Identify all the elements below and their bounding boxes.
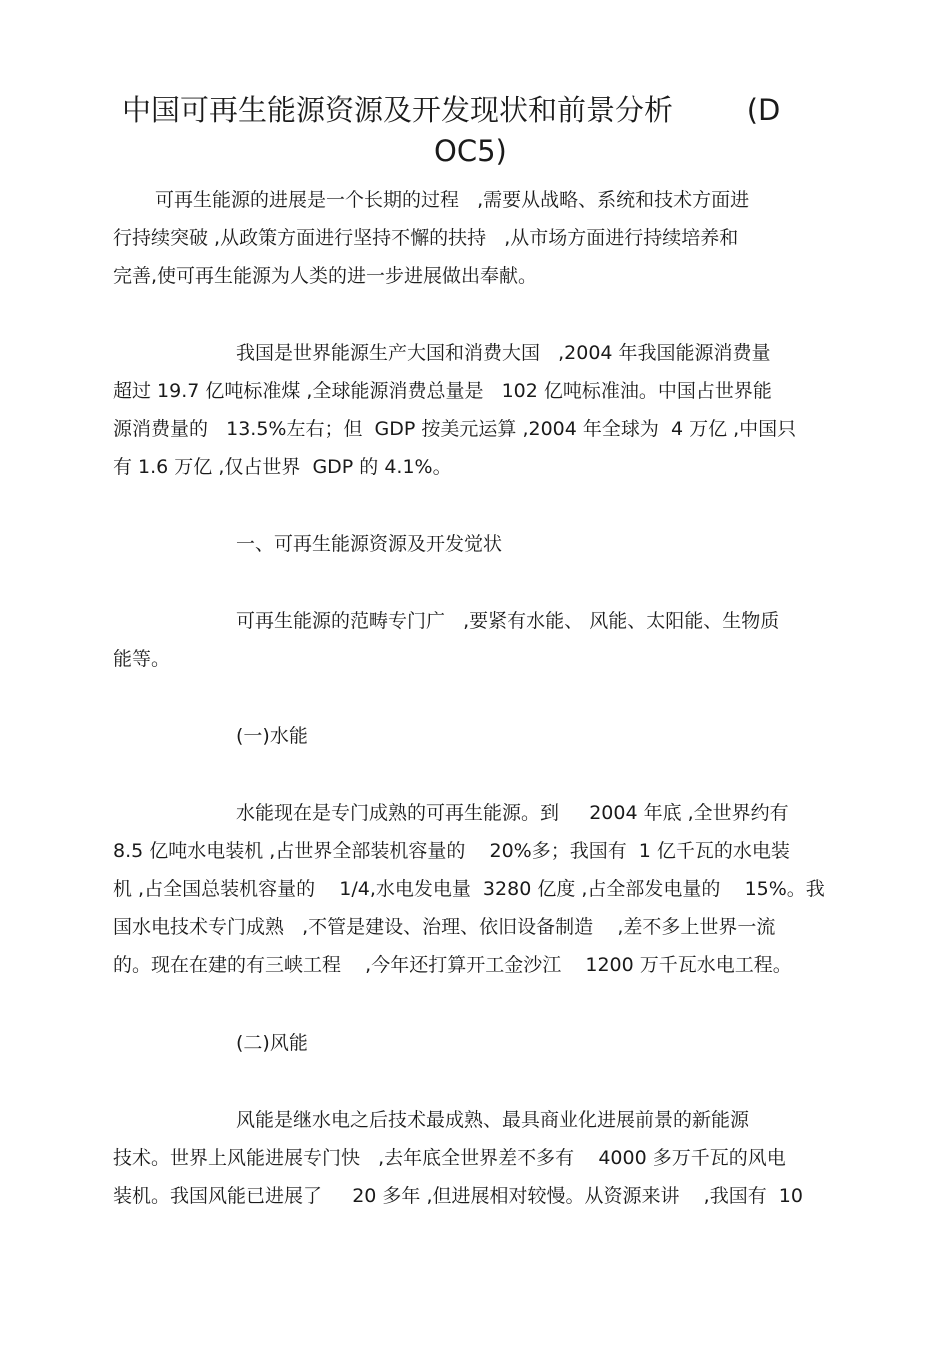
- section-heading-1: 一、可再生能源资源及开发觉状: [236, 533, 503, 555]
- subsection-heading-wind: (二)风能: [236, 1032, 308, 1054]
- paragraph-4-line-1: 水能现在是专门成熟的可再生能源。到 2004 年底 ,全世界约有: [236, 802, 789, 824]
- paragraph-2-line-1: 我国是世界能源生产大国和消费大国 ,2004 年我国能源消费量: [236, 342, 771, 364]
- paragraph-2-line-3: 源消费量的 13.5%左右；但 GDP 按美元运算 ,2004 年全球为 4 万亿 ,中国只: [113, 418, 797, 440]
- paragraph-4-line-4: 国水电技术专门成熟 ,不管是建设、治理、依旧设备制造 ,差不多上世界一流: [113, 916, 776, 938]
- paragraph-5-line-1: 风能是继水电之后技术最成熟、最具商业化进展前景的新能源: [236, 1109, 750, 1131]
- paragraph-3-line-2: 能等。: [113, 648, 171, 670]
- document-title-line-1: 中国可再生能源资源及开发现状和前景分析 (D: [122, 93, 781, 127]
- document-title-line-2: OC5): [434, 134, 507, 168]
- paragraph-2-line-2: 超过 19.7 亿吨标准煤 ,全球能源消费总量是 102 亿吨标准油。中国占世界能: [113, 380, 772, 402]
- subsection-heading-hydro: (一)水能: [236, 725, 308, 747]
- paragraph-4-line-5: 的。现在在建的有三峡工程 ,今年还打算开工金沙江 1200 万千瓦水电工程。: [113, 954, 792, 976]
- paragraph-5-line-2: 技术。世界上风能进展专门快 ,去年底全世界差不多有 4000 多万千瓦的风电: [113, 1147, 786, 1169]
- paragraph-1-line-2: 行持续突破 ,从政策方面进行坚持不懈的扶持 ,从市场方面进行持续培养和: [113, 227, 739, 249]
- paragraph-1-line-1: 可再生能源的进展是一个长期的过程 ,需要从战略、系统和技术方面进: [155, 189, 750, 211]
- paragraph-4-line-3: 机 ,占全国总装机容量的 1/4,水电发电量 3280 亿度 ,占全部发电量的 15%。我: [113, 878, 825, 900]
- paragraph-1-line-3: 完善,使可再生能源为人类的进一步进展做出奉献。: [113, 265, 538, 287]
- paragraph-3-line-1: 可再生能源的范畴专门广 ,要紧有水能、 风能、太阳能、生物质: [236, 610, 780, 632]
- paragraph-5-line-3: 装机。我国风能已进展了 20 多年 ,但进展相对较慢。从资源来讲 ,我国有 10: [113, 1185, 803, 1207]
- paragraph-4-line-2: 8.5 亿吨水电装机 ,占世界全部装机容量的 20%多；我国有 1 亿千瓦的水电装: [113, 840, 790, 862]
- paragraph-2-line-4: 有 1.6 万亿 ,仅占世界 GDP 的 4.1%。: [113, 456, 452, 478]
